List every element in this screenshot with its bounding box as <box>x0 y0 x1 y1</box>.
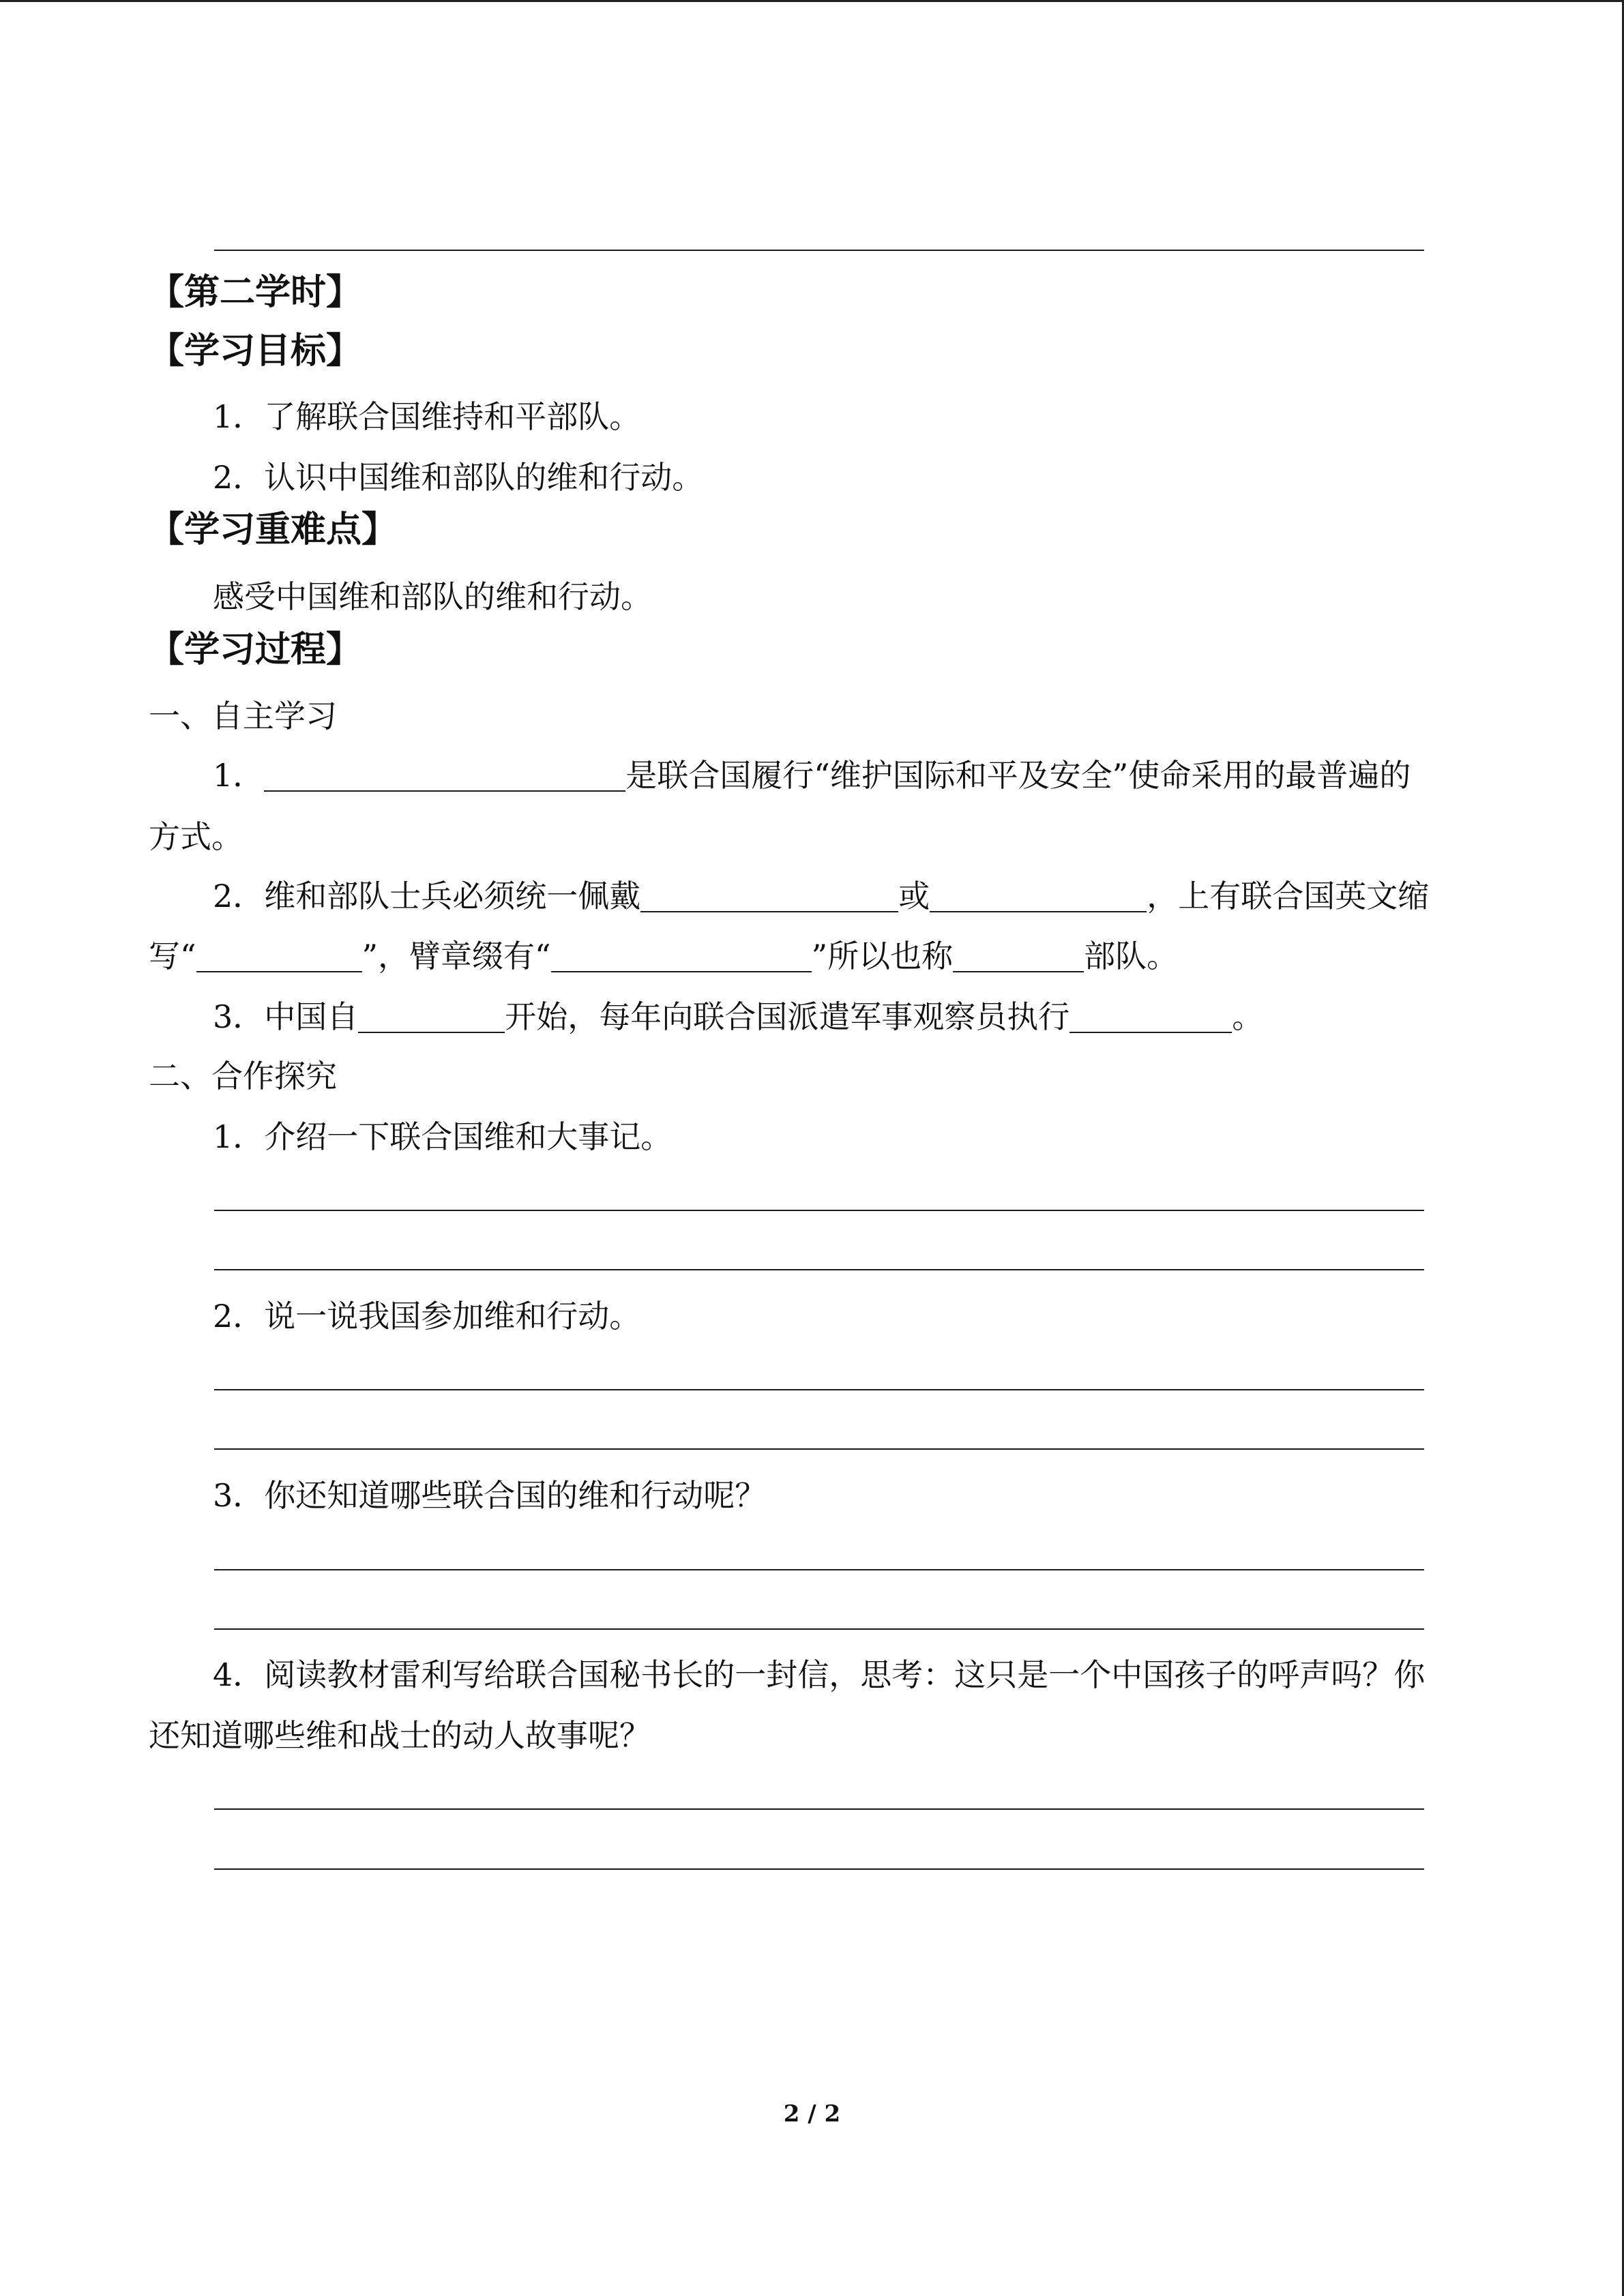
objectives-heading: 【学习目标】 <box>149 331 362 372</box>
key-points-text: 感受中国维和部队的维和行动。 <box>213 578 652 615</box>
question-number: 1． <box>213 757 265 794</box>
question-text: 写“ <box>149 938 196 974</box>
discussion-question-4: 4．阅读教材雷利写给联合国秘书长的一封信，思考：这只是一个中国孩子的呼声吗？你 <box>213 1656 1426 1693</box>
section-title: 一、自主学习 <box>149 698 337 734</box>
lesson-heading: 【第二学时】 <box>149 272 362 313</box>
question-text: ，上有联合国英文缩 <box>1147 878 1430 914</box>
fill-blank[interactable] <box>1069 1000 1232 1033</box>
question-1-continued: 方式。 <box>149 818 243 855</box>
question-text: 部队。 <box>1084 938 1179 974</box>
page-number: 2 / 2 <box>783 2100 841 2128</box>
answer-line[interactable] <box>214 1569 1424 1570</box>
answer-line[interactable] <box>214 1628 1424 1630</box>
discussion-question-2: 2．说一说我国参加维和行动。 <box>213 1298 641 1335</box>
fill-blank[interactable] <box>264 759 625 792</box>
section-title: 二、合作探究 <box>149 1058 337 1094</box>
answer-line[interactable] <box>214 1389 1424 1390</box>
page-top-border <box>0 0 1624 2</box>
objective-item: 1．了解联合国维持和平部队。 <box>213 398 641 435</box>
question-text: ”，臂章缀有“ <box>361 938 551 974</box>
question-text: 是联合国履行“维护国际和平及安全”使命采用的最普遍的 <box>625 757 1411 794</box>
answer-line[interactable] <box>214 1210 1424 1211</box>
discussion-question-1: 1．介绍一下联合国维和大事记。 <box>213 1118 673 1155</box>
answer-line[interactable] <box>214 1269 1424 1270</box>
process-heading: 【学习过程】 <box>149 629 362 670</box>
answer-line[interactable] <box>214 1448 1424 1450</box>
answer-line <box>214 250 1424 251</box>
fill-blank[interactable] <box>953 940 1084 972</box>
question-2-continued <box>149 936 1178 976</box>
fill-blank[interactable] <box>551 940 812 972</box>
objective-item: 2．认识中国维和部队的维和行动。 <box>213 459 704 496</box>
fill-blank[interactable] <box>358 1000 505 1033</box>
question-text: 开始，每年向联合国派遣军事观察员执行 <box>505 998 1070 1035</box>
key-points-heading: 【学习重难点】 <box>149 509 398 550</box>
question-1 <box>213 755 1411 796</box>
question-3 <box>213 996 1263 1037</box>
fill-blank[interactable] <box>640 880 898 912</box>
question-text: 2．维和部队士兵必须统一佩戴 <box>213 878 641 914</box>
question-2 <box>213 876 1429 916</box>
question-text: 。 <box>1232 998 1264 1035</box>
fill-blank[interactable] <box>196 940 362 972</box>
answer-line[interactable] <box>214 1868 1424 1870</box>
fill-blank[interactable] <box>930 880 1147 912</box>
discussion-question-4-continued: 还知道哪些维和战士的动人故事呢？ <box>149 1717 651 1754</box>
question-text: 或 <box>898 878 930 914</box>
answer-line[interactable] <box>214 1808 1424 1810</box>
question-text: 3．中国自 <box>213 998 359 1035</box>
question-text: ”所以也称 <box>811 938 954 974</box>
discussion-question-3: 3．你还知道哪些联合国的维和行动呢？ <box>213 1477 767 1514</box>
